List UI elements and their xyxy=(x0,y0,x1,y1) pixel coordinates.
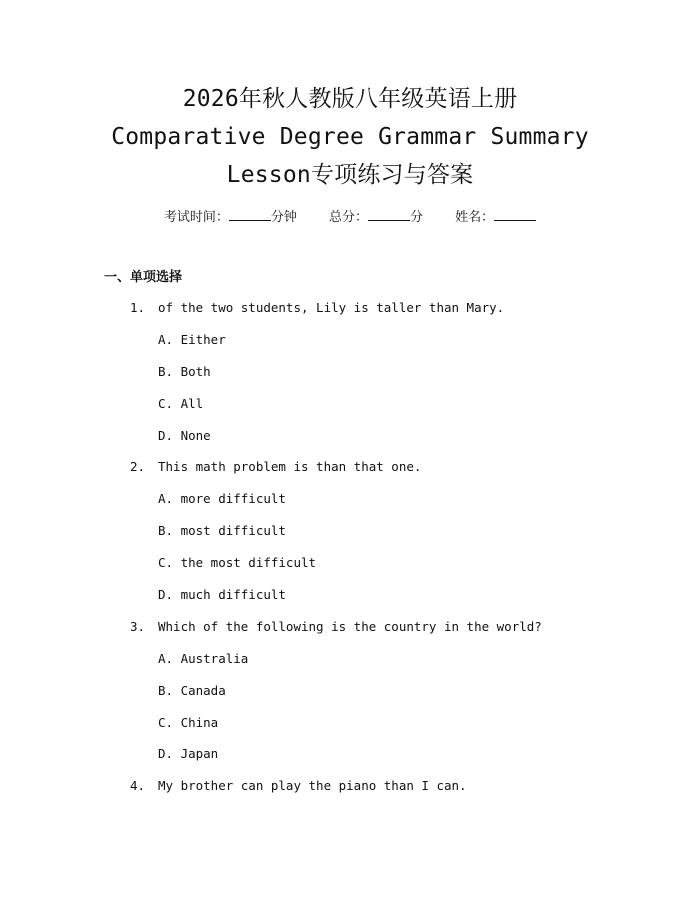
question-stem: This math problem is than that one. xyxy=(158,459,422,475)
question-1 xyxy=(0,298,700,330)
exam-time xyxy=(164,210,301,225)
exam-info xyxy=(0,206,700,225)
title-line-1: 2026年秋人教版八年级英语上册 xyxy=(182,86,518,112)
option-text: D. Japan xyxy=(158,746,219,762)
document-title xyxy=(0,80,700,194)
option-text: D. None xyxy=(158,427,211,443)
option-text: C. All xyxy=(158,395,204,411)
option-text: B. Both xyxy=(158,363,211,379)
exam-time-blank xyxy=(229,208,271,221)
option-text: C. the most difficult xyxy=(158,555,317,571)
section-heading: 一、单项选择 xyxy=(104,270,183,285)
question-2-option-a xyxy=(0,489,700,521)
question-stem: Which of the following is the country in the world? xyxy=(158,618,542,634)
question-number: 2. xyxy=(130,459,146,475)
option-text: D. much difficult xyxy=(158,587,286,603)
question-3-option-a xyxy=(0,649,700,681)
student-name-blank xyxy=(494,208,536,221)
question-1-option-c xyxy=(0,394,700,426)
question-number: 3. xyxy=(130,618,146,634)
question-2-option-b xyxy=(0,521,700,553)
question-1-option-a xyxy=(0,330,700,362)
option-text: B. Canada xyxy=(158,682,226,698)
title-line-2: Comparative Degree Grammar Summary xyxy=(111,124,589,150)
total-score-label: 总分： xyxy=(328,210,368,225)
question-stem: My brother can play the piano than I can. xyxy=(158,778,467,794)
option-text: A. Australia xyxy=(158,650,249,666)
student-name-label: 姓名： xyxy=(455,210,495,225)
question-stem: of the two students, Lily is taller than Mary. xyxy=(158,300,505,315)
option-text: A. Either xyxy=(158,331,226,347)
total-score-unit: 分 xyxy=(410,210,424,225)
question-number: 1. xyxy=(130,300,146,315)
total-score-blank xyxy=(368,208,410,221)
student-name xyxy=(455,210,536,225)
question-2 xyxy=(0,457,700,489)
question-number: 4. xyxy=(130,778,146,794)
question-4 xyxy=(0,776,700,808)
question-3-option-c xyxy=(0,713,700,745)
question-1-option-b xyxy=(0,362,700,394)
option-text: C. China xyxy=(158,714,219,730)
question-2-option-d xyxy=(0,585,700,617)
option-text: A. more difficult xyxy=(158,491,286,507)
question-1-option-d xyxy=(0,426,700,458)
question-3 xyxy=(0,617,700,649)
total-score xyxy=(329,210,427,225)
title-line-3: Lesson专项练习与答案 xyxy=(226,162,474,188)
question-2-option-c xyxy=(0,553,700,585)
option-text: B. most difficult xyxy=(158,523,286,539)
question-3-option-d xyxy=(0,744,700,776)
question-list xyxy=(0,298,700,808)
question-3-option-b xyxy=(0,681,700,713)
exam-time-unit: 分钟 xyxy=(270,210,297,225)
exam-time-label: 考试时间： xyxy=(163,210,229,225)
